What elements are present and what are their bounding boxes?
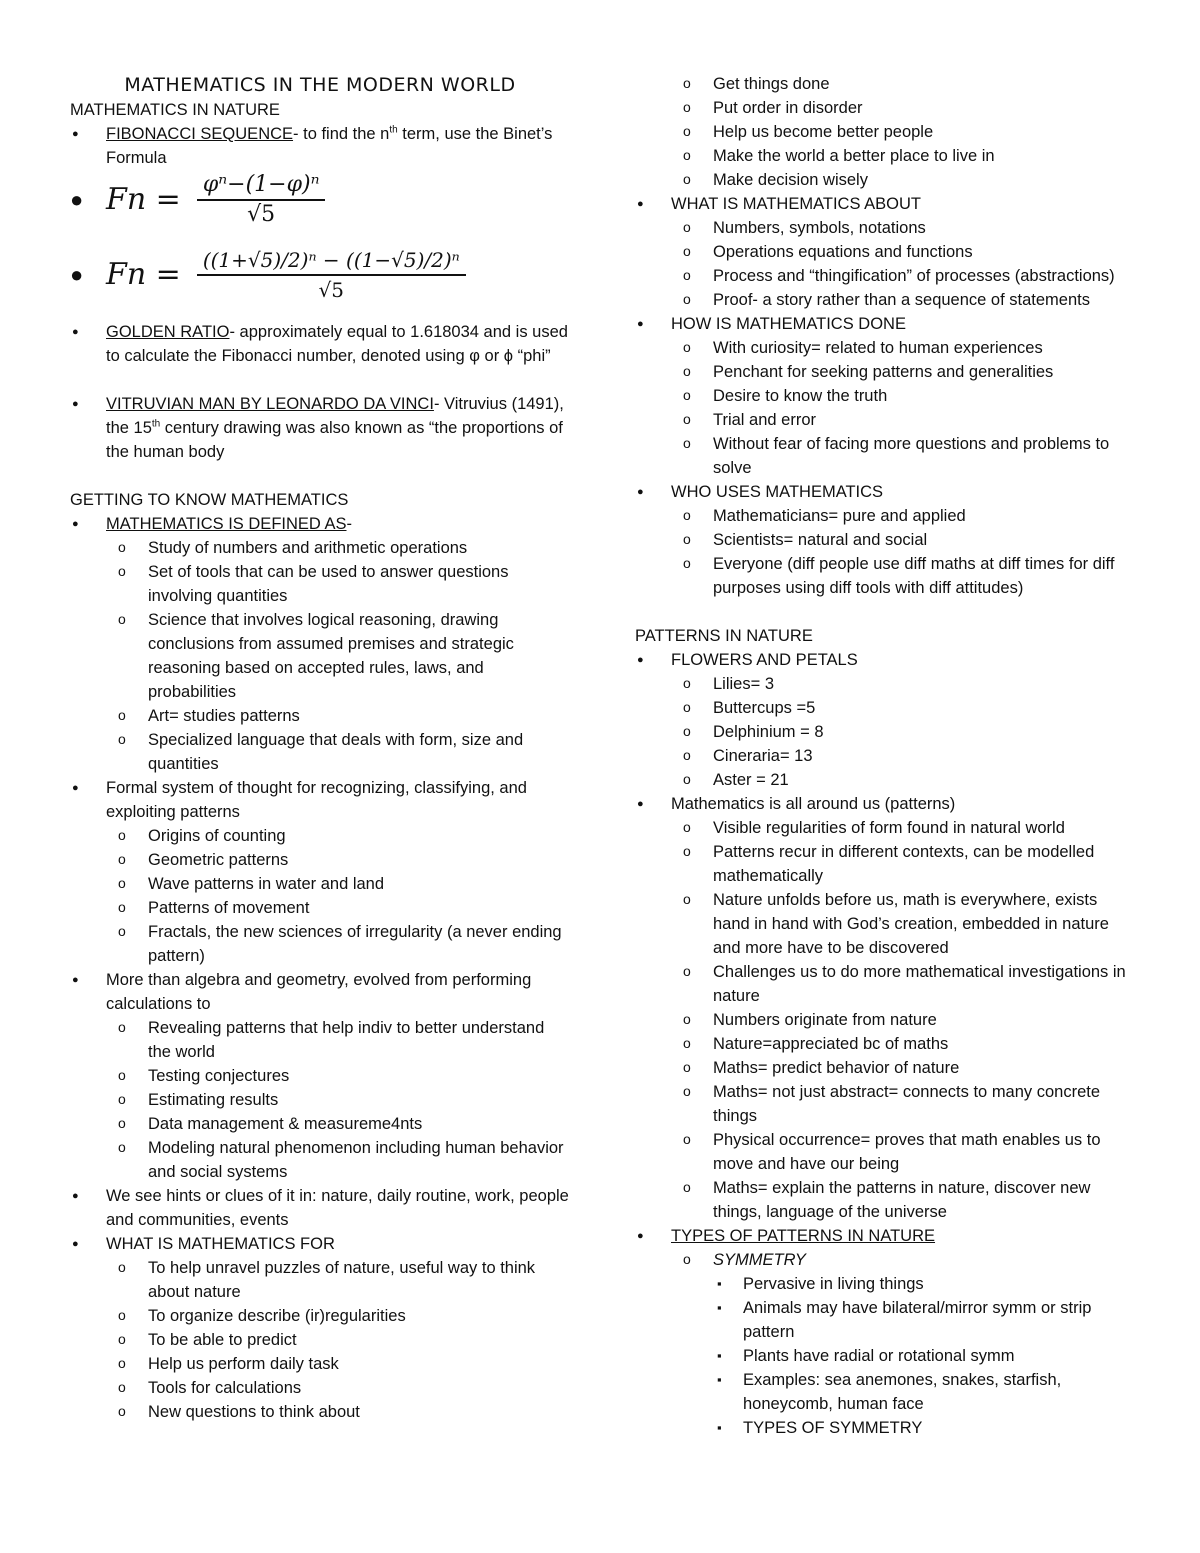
fibonacci-text-b: term, use the Binet’s Formula (106, 125, 553, 167)
formula-2-denominator: √5 (318, 278, 345, 302)
golden-ratio-text: - approximately equal to 1.618034 and is used to calculate the Fibonacci number, denoted using φ or ϕ “phi” (106, 323, 568, 365)
defined-label: MATHEMATICS IS DEFINED AS (106, 515, 347, 533)
formula-1-numerator: φⁿ−(1−φ)ⁿ (197, 173, 326, 201)
list-item: o To organize describe (ir)regularities (106, 1304, 570, 1328)
list-item: o Numbers originate from nature (671, 1008, 1135, 1032)
page-title: MATHEMATICS IN THE MODERN WORLD (124, 74, 516, 96)
list-item-vitruvian (70, 392, 570, 464)
list-item-about: ● WHAT IS MATHEMATICS ABOUT (635, 192, 1135, 216)
list-item-who: ● WHO USES MATHEMATICS (635, 480, 1135, 504)
list-item: o Put order in disorder (671, 96, 1135, 120)
list-item-fibonacci (70, 122, 570, 170)
flowers-sublist (671, 672, 1135, 792)
formula-2-lhs: Fn = (106, 257, 181, 292)
list-item: o Maths= not just abstract= connects to many concrete things (671, 1080, 1135, 1128)
more-sublist (106, 1016, 570, 1184)
whatfor-continued-sublist (671, 72, 1135, 192)
list-item: o Challenges us to do more mathematical investigations in nature (671, 960, 1135, 1008)
list-item: ▪ TYPES OF SYMMETRY (713, 1416, 1135, 1440)
section-heading-getting-to-know: GETTING TO KNOW MATHEMATICS (70, 491, 349, 509)
getting-to-know-list (70, 512, 570, 536)
formal-list (70, 776, 570, 824)
formula-1-denominator: √5 (247, 202, 276, 227)
list-item: o Operations equations and functions (671, 240, 1135, 264)
section-heading-nature: MATHEMATICS IN NATURE (70, 101, 280, 119)
list-item: o Trial and error (671, 408, 1135, 432)
list-item: o Desire to know the truth (671, 384, 1135, 408)
list-item: o Delphinium = 8 (671, 720, 1135, 744)
about-list (635, 192, 1135, 216)
types-list (635, 1224, 1135, 1248)
golden-ratio-label: GOLDEN RATIO (106, 323, 230, 341)
whatfor-sublist (106, 1256, 570, 1424)
types-label: TYPES OF PATTERNS IN NATURE (671, 1227, 936, 1245)
formula-1 (106, 173, 325, 227)
list-item: o Numbers, symbols, notations (671, 216, 1135, 240)
how-list (635, 312, 1135, 336)
vitruvian-label: VITRUVIAN MAN BY LEONARDO DA VINCI (106, 395, 434, 413)
list-item-how: ● HOW IS MATHEMATICS DONE (635, 312, 1135, 336)
fibonacci-sup: th (389, 124, 398, 136)
list-item-hints: ● We see hints or clues of it in: nature, daily routine, work, people and communities, events (70, 1184, 570, 1232)
list-item: o Fractals, the new sciences of irregularity (a never ending pattern) (106, 920, 570, 968)
nature-list (70, 122, 570, 170)
ratio-list (70, 320, 570, 368)
types-sublist (671, 1248, 1135, 1272)
who-list (635, 480, 1135, 504)
list-item: o Lilies= 3 (671, 672, 1135, 696)
list-item: o Scientists= natural and social (671, 528, 1135, 552)
list-item: o Revealing patterns that help indiv to better understand the world (106, 1016, 570, 1064)
vitruvian-text-b: century drawing was also known as “the proportions of the human body (106, 419, 563, 461)
list-item-whatfor: ● WHAT IS MATHEMATICS FOR (70, 1232, 570, 1256)
vitruvian-sup: th (151, 418, 161, 430)
binet-formula-2 (70, 230, 570, 320)
list-item: o Tools for calculations (106, 1376, 570, 1400)
formula-2-numerator: ((1+√5)/2)ⁿ − ((1−√5)/2)ⁿ (197, 248, 466, 276)
binet-formula-1 (70, 170, 570, 230)
list-item-types (635, 1224, 1135, 1248)
list-item: o Testing conjectures (106, 1064, 570, 1088)
list-item: o Art= studies patterns (106, 704, 570, 728)
list-item: o Nature=appreciated bc of maths (671, 1032, 1135, 1056)
list-item: o Data management & measureme4nts (106, 1112, 570, 1136)
around-sublist (671, 816, 1135, 1224)
list-item: o Study of numbers and arithmetic operations (106, 536, 570, 560)
list-item: o Proof- a story rather than a sequence of statements (671, 288, 1135, 312)
list-item: o Visible regularities of form found in natural world (671, 816, 1135, 840)
list-item: o Origins of counting (106, 824, 570, 848)
list-item-flowers: ● FLOWERS AND PETALS (635, 648, 1135, 672)
more-list (70, 968, 570, 1016)
fibonacci-text-a: - to find the n (293, 125, 390, 143)
list-item: o Penchant for seeking patterns and generalities (671, 360, 1135, 384)
formula-1-lhs: Fn = (106, 182, 181, 217)
right-column (635, 72, 1135, 1440)
list-item: o Patterns of movement (106, 896, 570, 920)
list-item: o To be able to predict (106, 1328, 570, 1352)
symmetry-sublist (713, 1272, 1135, 1440)
list-item: o Help us become better people (671, 120, 1135, 144)
list-item: o Maths= predict behavior of nature (671, 1056, 1135, 1080)
list-item: ▪ Plants have radial or rotational symm (713, 1344, 1135, 1368)
list-item: o Process and “thingification” of processes (abstractions) (671, 264, 1135, 288)
bullet-icon: ● (70, 262, 84, 287)
list-item: o Without fear of facing more questions and problems to solve (671, 432, 1135, 480)
list-item: o Buttercups =5 (671, 696, 1135, 720)
list-item: o Make the world a better place to live in (671, 144, 1135, 168)
list-item: o Wave patterns in water and land (106, 872, 570, 896)
who-sublist (671, 504, 1135, 600)
fibonacci-label: FIBONACCI SEQUENCE (106, 125, 294, 143)
list-item-formal: ● Formal system of thought for recognizing, classifying, and exploiting patterns (70, 776, 570, 824)
list-item: ▪ Animals may have bilateral/mirror symm or strip pattern (713, 1296, 1135, 1344)
list-item-around: ● Mathematics is all around us (patterns) (635, 792, 1135, 816)
list-item: o Estimating results (106, 1088, 570, 1112)
list-item-more: ● More than algebra and geometry, evolved from performing calculations to (70, 968, 570, 1016)
list-item: o Get things done (671, 72, 1135, 96)
symmetry-label: SYMMETRY (713, 1251, 806, 1269)
list-item: o Physical occurrence= proves that math enables us to move and have our being (671, 1128, 1135, 1176)
list-item: o New questions to think about (106, 1400, 570, 1424)
list-item-golden-ratio (70, 320, 570, 368)
list-item-defined (70, 512, 570, 536)
list-item: o With curiosity= related to human experiences (671, 336, 1135, 360)
list-item: ▪ Pervasive in living things (713, 1272, 1135, 1296)
formula-2-fraction (197, 248, 466, 302)
hints-list (70, 1184, 570, 1256)
vitruvian-text-a: - Vitruvius (1491), the 15 (106, 395, 564, 437)
list-item: o Mathematicians= pure and applied (671, 504, 1135, 528)
section-heading-patterns: PATTERNS IN NATURE (635, 627, 813, 645)
list-item: o To help unravel puzzles of nature, useful way to think about nature (106, 1256, 570, 1304)
list-item: o Science that involves logical reasoning, drawing conclusions from assumed premises and strategic reasoning based on accepted rules, laws, and probabilities (106, 608, 570, 704)
list-item: o Aster = 21 (671, 768, 1135, 792)
list-item: o Geometric patterns (106, 848, 570, 872)
list-item: o Nature unfolds before us, math is everywhere, exists hand in hand with God’s creation, embedded in nature and more have to be discovered (671, 888, 1135, 960)
list-item: o Set of tools that can be used to answer questions involving quantities (106, 560, 570, 608)
list-item: o Cineraria= 13 (671, 744, 1135, 768)
around-list (635, 792, 1135, 816)
formula-2 (106, 248, 466, 302)
about-sublist (671, 216, 1135, 312)
list-item: ▪ Examples: sea anemones, snakes, starfish, honeycomb, human face (713, 1368, 1135, 1416)
list-item: o Specialized language that deals with form, size and quantities (106, 728, 570, 776)
list-item: o Modeling natural phenomenon including human behavior and social systems (106, 1136, 570, 1184)
list-item: o Maths= explain the patterns in nature, discover new things, language of the universe (671, 1176, 1135, 1224)
formal-sublist (106, 824, 570, 968)
bullet-icon: ● (70, 187, 84, 212)
list-item: o Everyone (diff people use diff maths at diff times for diff purposes using diff tools with diff attitudes) (671, 552, 1135, 600)
list-item: o Patterns recur in different contexts, can be modelled mathematically (671, 840, 1135, 888)
defined-dash: - (346, 515, 352, 533)
vitruvian-list (70, 392, 570, 464)
list-item-symmetry (671, 1248, 1135, 1272)
list-item: o Help us perform daily task (106, 1352, 570, 1376)
formula-1-fraction (197, 173, 326, 227)
defined-sublist (106, 536, 570, 776)
list-item: o Make decision wisely (671, 168, 1135, 192)
how-sublist (671, 336, 1135, 480)
flowers-list (635, 648, 1135, 672)
left-column (70, 72, 570, 1424)
